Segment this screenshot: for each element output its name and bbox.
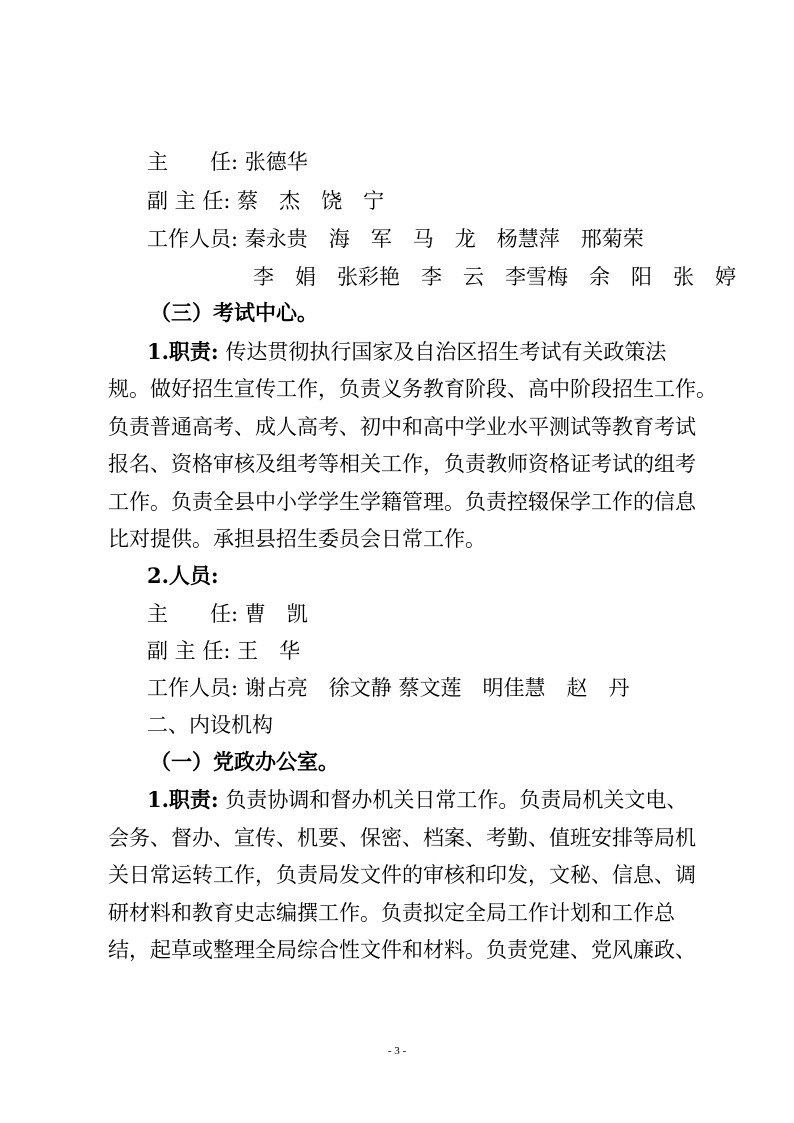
section-heading-exam-center: （三）考试中心。 xyxy=(150,300,318,325)
workers-label: 工作人员: xyxy=(147,676,239,700)
duty-text: 负责协调和督办机关日常工作。负责局机关文电、 xyxy=(225,788,688,812)
page-number: - 3 - xyxy=(387,1045,407,1057)
workers-names-line-1: 秦永贵 海 军 马 龙 杨慧萍 邢菊荣 xyxy=(244,227,644,251)
duty-paragraph-line: 关日常运转工作，负责局发文件的审核和印发，文秘、信息、调 xyxy=(108,863,696,887)
workers-label: 工作人员: xyxy=(147,227,239,251)
deputy-director-names: 蔡 杰 饶 宁 xyxy=(237,189,385,213)
workers-row xyxy=(147,224,644,254)
workers-names-line-2: 李 娟 张彩艳 李 云 李雪梅 余 阳 张 婷 xyxy=(253,265,736,289)
deputy-director-names: 王 华 xyxy=(237,639,301,663)
director-name: 张德华 xyxy=(244,150,308,174)
duty-paragraph-line-1 xyxy=(147,337,666,367)
deputy-director-label: 副 主 任: xyxy=(147,189,231,213)
staff-label: 2.人员: xyxy=(147,563,219,588)
director-label: 主 任: xyxy=(147,150,239,174)
duty-paragraph-line: 工作。负责全县中小学学生学籍管理。负责控辍保学工作的信息 xyxy=(108,490,696,514)
duty-paragraph-line: 研材料和教育史志编撰工作。负责拟定全局工作计划和工作总 xyxy=(108,901,675,925)
duty-paragraph-line: 结，起草或整理全局综合性文件和材料。负责党建、党风廉政、 xyxy=(108,938,696,962)
workers-names: 谢占亮 徐文静 蔡文莲 明佳慧 赵 丹 xyxy=(244,676,630,700)
duty-paragraph-line: 规。做好招生宣传工作，负责义务教育阶段、高中阶段招生工作。 xyxy=(108,377,717,401)
deputy-director-row xyxy=(147,636,300,666)
director-label: 主 任: xyxy=(147,602,239,626)
workers-row xyxy=(147,673,629,703)
director-name: 曹 凯 xyxy=(244,602,308,626)
director-row xyxy=(147,147,308,177)
section-heading-party-office: （一）党政办公室。 xyxy=(150,749,339,774)
duty-paragraph-line: 会务、督办、宣传、机要、保密、档案、考勤、值班安排等局机 xyxy=(108,826,696,850)
deputy-director-label: 副 主 任: xyxy=(147,639,231,663)
duty-text: 传达贯彻执行国家及自治区招生考试有关政策法 xyxy=(225,340,667,364)
part-heading-internal-institutions: 二、内设机构 xyxy=(147,713,273,737)
duty-label: 1.职责: xyxy=(147,339,219,364)
duty-label: 1.职责: xyxy=(147,787,219,812)
duty-paragraph-line: 负责普通高考、成人高考、初中和高中学业水平测试等教育考试 xyxy=(108,415,696,439)
director-row xyxy=(147,599,308,629)
duty-paragraph-line: 报名、资格审核及组考等相关工作，负责教师资格证考试的组考 xyxy=(108,452,696,476)
duty-paragraph-line: 比对提供。承担县招生委员会日常工作。 xyxy=(108,527,486,551)
deputy-director-row xyxy=(147,186,384,216)
duty-paragraph-line-1 xyxy=(147,785,687,815)
